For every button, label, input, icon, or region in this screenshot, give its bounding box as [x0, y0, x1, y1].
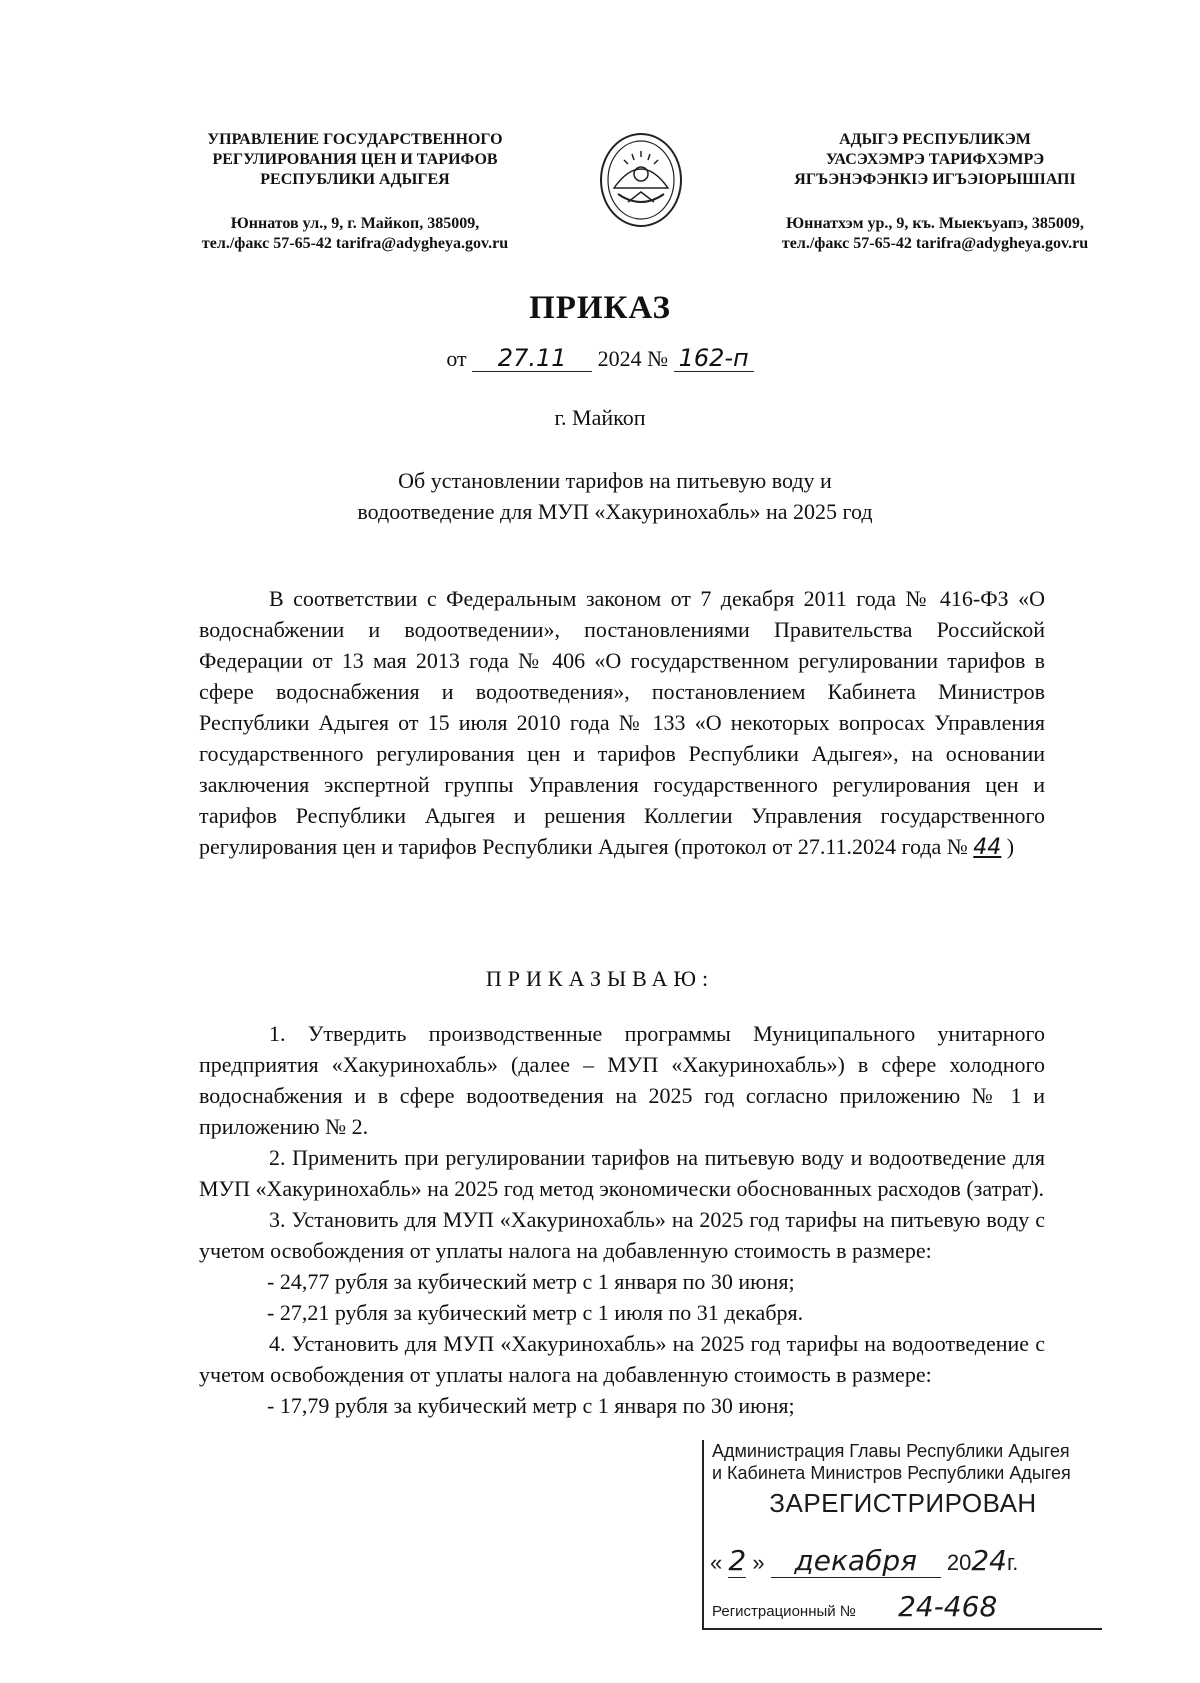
order-item-2: 2. Применить при регулировании тарифов на питьевую воду и водоотведение для МУП «Хакуринохабль» на 2025 год метод экономически обоснованных расходов (затрат).	[199, 1145, 1045, 1201]
order-item-3: 3. Установить для МУП «Хакуринохабль» на 2025 год тарифы на питьевую воду с учетом освобождения от уплаты налога на добавленную стоимость в размере:	[199, 1207, 1045, 1263]
subject-line2: водоотведение для МУП «Хакуринохабль» на 2025 год	[357, 499, 873, 524]
stamp-line1: Администрация Главы Республики Адыгея	[712, 1441, 1070, 1461]
stamp-date-row	[710, 1544, 1100, 1578]
stamp-line2: и Кабинета Министров Республики Адыгея	[712, 1463, 1071, 1483]
order-date-line	[0, 345, 1200, 372]
header-left-contact: тел./факс 57-65-42 tarifra@adygheya.gov.ru	[201, 235, 509, 252]
order-item-1: 1. Утвердить производственные программы Муниципального унитарного предприятия «Хакуринохабль» (далее – МУП «Хакуринохабль») в сфере холодного водоснабжения и в сфере водоотведения на 2025 год согласно приложению № 1 и приложению № 2.	[199, 1021, 1045, 1139]
coat-of-arms-icon	[598, 130, 684, 230]
order-item-4-tariff-1: - 17,79 рубля за кубический метр с 1 января по 30 июня;	[267, 1393, 795, 1418]
preamble-paragraph	[199, 583, 1045, 863]
header-left-line2: РЕГУЛИРОВАНИЯ ЦЕН И ТАРИФОВ	[212, 151, 498, 168]
header-left-line1: УПРАВЛЕНИЕ ГОСУДАРСТВЕННОГО	[207, 131, 503, 148]
preamble-close: )	[1006, 834, 1015, 859]
order-number-handwritten: 162-п	[674, 345, 754, 372]
header-right-line2: УАСЭХЭМРЭ ТАРИФХЭМРЭ	[825, 151, 1045, 168]
order-item-3-tariff-1: - 24,77 рубля за кубический метр с 1 января по 30 июня;	[267, 1269, 795, 1294]
header-right-address: Юннатхэм ур., 9, къ. Мыекъуапэ, 385009,	[786, 215, 1084, 232]
order-year-label: 2024 №	[597, 346, 669, 371]
subject-line1: Об установлении тарифов на питьевую воду и	[398, 468, 832, 493]
protocol-number-handwritten: 44	[973, 835, 1002, 860]
stamp-year-letter: г.	[1006, 1550, 1019, 1575]
stamp-open-quote: «	[710, 1550, 723, 1575]
document-title: ПРИКАЗ	[529, 290, 671, 326]
stamp-year-prefix: 20	[946, 1550, 972, 1575]
order-directive-heading: ПРИКАЗЫВАЮ:	[485, 966, 715, 991]
header-left-address: Юннатов ул., 9, г. Майкоп, 385009,	[230, 215, 480, 232]
order-items	[199, 1018, 1045, 1421]
order-date-handwritten: 27.11	[472, 345, 592, 372]
date-prefix: от	[446, 346, 467, 371]
city-label: г. Майкоп	[554, 405, 646, 430]
header-right-contact: тел./факс 57-65-42 tarifra@adygheya.gov.ru	[781, 235, 1089, 252]
order-subject	[200, 465, 1030, 527]
order-item-4: 4. Установить для МУП «Хакуринохабль» на 2025 год тарифы на водоотведение с учетом освобождения от уплаты налога на добавленную стоимость в размере:	[199, 1331, 1045, 1387]
header-right	[730, 130, 1140, 254]
stamp-close-quote: »	[752, 1550, 765, 1575]
stamp-regno-handwritten: 24-468	[898, 1590, 998, 1623]
preamble-text: В соответствии с Федеральным законом от 7 декабря 2011 года № 416-ФЗ «О водоснабжении и водоотведении», постановлениями Правительства Российской Федерации от 13 мая 2013 года № 406 «О государственном регулировании тарифов в сфере водоснабжения и водоотведения», постановлением Кабинета Министров Республики Адыгея от 15 июля 2010 года № 133 «О некоторых вопросах Управления государственного регулирования цен и тарифов Республики Адыгея», на основании заключения экспертной группы Управления государственного регулирования цен и тарифов Республики Адыгея и решения Коллегии Управления государственного регулирования цен и тарифов Республики Адыгея (протокол от 27.11.2024 года №	[199, 586, 1045, 859]
stamp-day-handwritten: 2	[728, 1544, 747, 1577]
order-item-3-tariff-2: - 27,21 рубля за кубический метр с 1 июля по 31 декабря.	[267, 1300, 804, 1325]
header-left-line3: РЕСПУБЛИКИ АДЫГЕЯ	[260, 171, 450, 188]
registration-stamp	[702, 1440, 1102, 1630]
stamp-regno-label: Регистрационный №	[712, 1603, 856, 1620]
header-left	[150, 130, 560, 254]
stamp-year-handwritten: 24	[971, 1544, 1007, 1577]
header-right-line1: АДЫГЭ РЕСПУБЛИКЭМ	[839, 131, 1031, 148]
header-right-line3: ЯГЪЭНЭФЭНКIЭ ИГЪЭIОРЫШIАПI	[794, 171, 1076, 188]
stamp-regno-row	[712, 1590, 1102, 1623]
stamp-registered-label: ЗАРЕГИСТРИРОВАН	[769, 1488, 1037, 1518]
stamp-month-handwritten: декабря	[771, 1544, 941, 1578]
